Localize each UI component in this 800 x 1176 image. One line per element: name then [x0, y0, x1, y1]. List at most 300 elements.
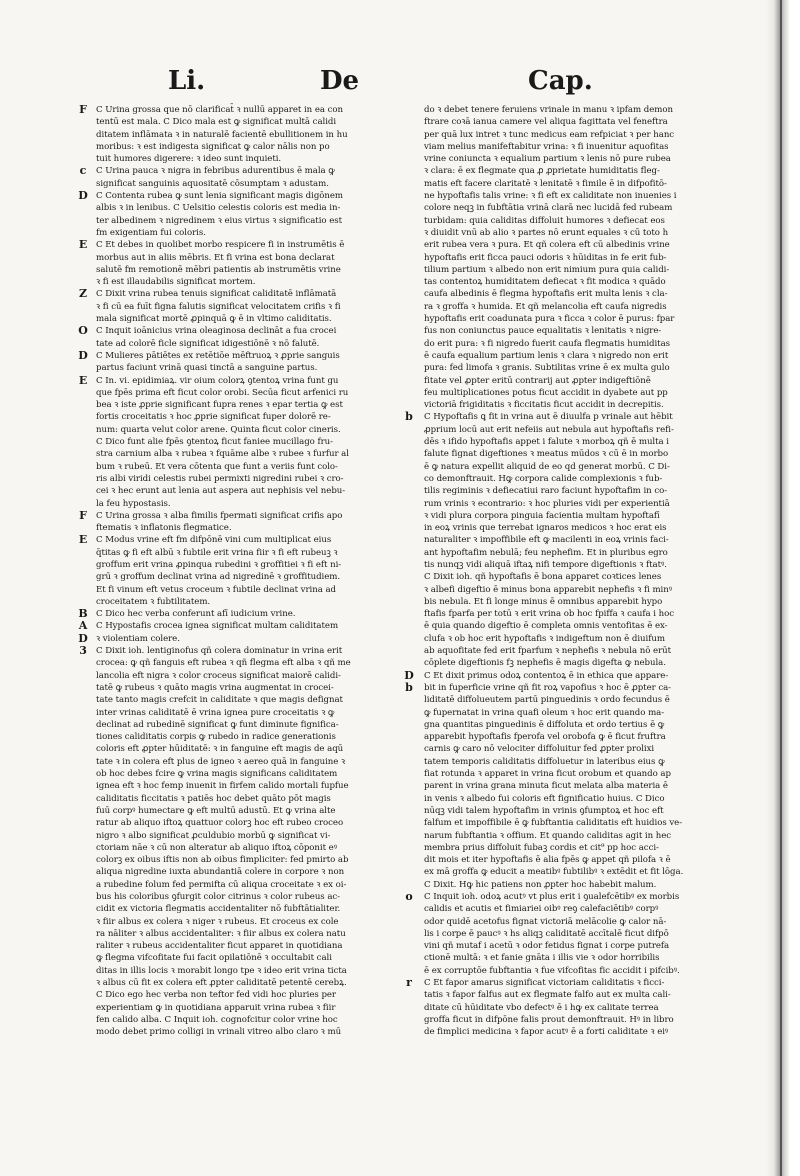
- line-text: C Dico hec verba conferunt afī iudicium vrine.: [96, 609, 296, 620]
- margin-letter: D: [78, 189, 88, 203]
- line-text: erit rubea vera ꝛ pura. Et qñ colera eft cū albedinis vrine: [424, 240, 670, 251]
- line-text: ditate cū hūiditate vbo defectꝰ ē i hꝙ ex calitate terrea: [424, 1002, 659, 1013]
- text-line: [424, 498, 724, 510]
- line-text: in venis ꝛ albedo fui coloris eft fignificatio huius. C Dico: [424, 793, 665, 804]
- text-line: [79, 287, 388, 301]
- line-text: Et fi vinum eft vetus croceum ꝛ fubtile declinat vrina ad: [96, 584, 337, 595]
- line-text: cidit ex victoria flegmatis accidentaliter nō fubftātialiter.: [96, 904, 341, 915]
- text-line: [424, 239, 724, 251]
- text-line: [424, 522, 724, 534]
- text-line: [424, 387, 724, 399]
- text-line: [424, 534, 724, 546]
- text-line: [96, 989, 388, 1001]
- running-head-chapter: Cap.: [528, 66, 593, 96]
- text-line: [405, 890, 724, 903]
- line-text: ē ꝙ natura expellit aliquid de eo qd generat morbū. C Di-: [424, 461, 670, 472]
- line-text: tate ad colorē ficle significat idigestiōnē ꝛ nō falutē.: [96, 338, 320, 349]
- text-line: [96, 362, 388, 374]
- line-text: C Urina pauca ꝛ nigra in febribus adurentibus ē mala ꝙ: [96, 166, 335, 177]
- line-text: albis ꝛ in lenibus. C Uelsitio celestis coloris est media in-: [96, 203, 341, 214]
- text-line: [78, 607, 388, 621]
- text-line: [96, 1026, 388, 1038]
- line-text: tilium partium ꝛ albedo non erit nimium pura quia calidi-: [424, 264, 670, 275]
- line-text: ꝛ violentiam colere.: [96, 633, 180, 644]
- line-text: carnis ꝙ caro nō velociter diffoluitur fed ꝓpter prolixi: [424, 744, 655, 755]
- margin-letter: E: [78, 373, 88, 387]
- text-line: [424, 965, 724, 977]
- line-text: vini qñ mutaf i acetū ꝛ odor fetidus fignat i corpe putrefa: [424, 941, 670, 952]
- line-text: ꝓprium locū aut erit nefeiis aut nebula aut hypoftafis refi-: [424, 424, 674, 435]
- line-text: partus faciunt vrinā quasi tinctā a sanguine partus.: [96, 363, 318, 374]
- text-line: [424, 215, 724, 227]
- text-line: [424, 707, 724, 719]
- line-text: naturaliter ꝛ impoffibile eft ꝙ macilenti in eoꝝ vrinis faci-: [424, 535, 669, 546]
- line-text: falute fignat digeftiones ꝛ meatus mūdos ꝛ cū ē in morbo: [424, 449, 669, 460]
- text-line: [406, 976, 724, 990]
- line-text: num: quarta velut color arene. Quinta ficut color cineris.: [96, 424, 341, 435]
- line-text: ter albedinem ꝛ nigredinem ꝛ eius virtus ꝛ significatio est: [96, 215, 343, 226]
- text-line: [424, 817, 724, 829]
- text-line: [424, 657, 724, 669]
- line-text: pura: fed limofa ꝛ granis. Subtilitas vrine ē ex multa gulo: [424, 363, 670, 374]
- text-line: [424, 338, 724, 350]
- text-line: [96, 965, 388, 977]
- text-line: [96, 940, 388, 952]
- text-line: [79, 164, 388, 178]
- text-line: [96, 903, 388, 915]
- text-line: [96, 448, 388, 460]
- line-text: ꝛ albus cū fit ex colera eft ꝓpter caliditatē petentē cerebꝝ.: [96, 978, 347, 989]
- text-line: [424, 903, 724, 915]
- line-text: fm exigentiam fui coloris.: [96, 227, 206, 238]
- text-line: [424, 719, 724, 731]
- line-text: tuit humores digerere: ꝛ ideo sunt inquieti.: [96, 154, 282, 165]
- line-text: ꝛ diuidit vnū ab alio ꝛ partes nō erunt equales ꝛ cū toto h: [424, 227, 669, 238]
- text-line: [424, 694, 724, 706]
- text-line: [79, 508, 388, 522]
- line-text: ftrare coꝛā ianua camere vel aliqua fagittata vel feneftra: [424, 117, 668, 128]
- line-text: ꝙ fupernatat in vrina quafi oleum ꝛ hoc erit quando ma-: [424, 707, 665, 718]
- text-line: [96, 399, 388, 411]
- text-line: [424, 756, 724, 768]
- line-text: modo debet primo colligi in vrinali vitreo albo claro ꝛ mū: [96, 1027, 342, 1038]
- text-line: [424, 190, 724, 202]
- text-line: [96, 952, 388, 964]
- line-text: tatē ꝙ rubeus ꝛ quāto magis vrina augmentat in crocei-: [96, 682, 334, 693]
- line-text: caufa albedinis ē flegma hypoftafis erit multa lenis ꝛ cla-: [424, 289, 668, 300]
- text-line: [96, 215, 388, 227]
- line-text: vrine coniuncta ꝛ equalium partium ꝛ lenis nō pure rubea: [424, 154, 671, 165]
- line-text: fuū corpꝰ humectare ꝙ eft multū adustū. Et ꝙ vrina alte: [96, 805, 336, 816]
- line-text: lis i corpe ē paucꝰ ꝛ hs aliqꝫ caliditatē accītalē ficut difpō: [424, 928, 669, 939]
- text-line: [96, 436, 388, 448]
- line-text: liditatē diffolueutem partū pinguedinis ꝛ ordo fecundus ē: [424, 695, 670, 706]
- line-text: ftematis ꝛ inflatonis flegmatice.: [96, 523, 232, 534]
- line-text: odor quidē acetofus fignat victoriā melācolie ꝙ calor nā-: [424, 916, 667, 927]
- line-text: C Urina grossa ꝛ alba fimilis fpermati significat crifis apo: [96, 510, 343, 521]
- text-line: [424, 842, 724, 854]
- right-text-column: [404, 104, 724, 1039]
- line-text: ra ꝛ groffa ꝛ humida. Et qñ melancolia eft caufa nigredis: [424, 301, 667, 312]
- line-text: C Et debes in quolibet morbo respicere fi in instrumētis ē: [96, 240, 345, 251]
- line-text: tatis ꝛ fapor falfus aut ex flegmate falfo aut ex multa cali-: [424, 990, 671, 1001]
- text-line: [424, 768, 724, 780]
- line-text: tas contentoꝝ humiditatem defiecat ꝛ fit modica ꝛ quādo: [424, 277, 666, 288]
- text-line: [424, 424, 724, 436]
- line-text: hypoftafis erit ficca pauci odoris ꝛ hūiditas in fe erit fub-: [424, 252, 667, 263]
- text-line: [78, 373, 388, 387]
- text-line: [424, 362, 724, 374]
- line-text: ditas in illis locis ꝛ morabit longo tpe ꝛ ideo erit vrina ticta: [96, 965, 347, 976]
- text-line: [96, 756, 388, 768]
- line-text: dit mois et iter hypoftafis ē alia fpēs ꝙ appet qñ pilofa ꝛ ē: [424, 855, 671, 866]
- text-line: [96, 387, 388, 399]
- text-line: [424, 252, 724, 264]
- line-text: gna quantitas pinguedinis ē diffoluta et ordo tertius ē ꝙ: [424, 719, 665, 730]
- margin-letter: D: [78, 631, 88, 645]
- text-line: [424, 805, 724, 817]
- text-line: [96, 485, 388, 497]
- text-line: [424, 793, 724, 805]
- text-line: [96, 780, 388, 792]
- line-text: falfum et impoffibile ē ꝙ fubftantia caliditatis eft huidios ve-: [424, 818, 683, 829]
- text-line: [96, 522, 388, 534]
- text-line: [424, 165, 724, 177]
- margin-letter: b: [405, 680, 413, 694]
- line-text: ꝙ flegma vifcofitate fui facit opilatiōnē ꝛ occultabit cali: [96, 953, 332, 964]
- text-line: [96, 719, 388, 731]
- text-line: [424, 448, 724, 460]
- text-line: [96, 891, 388, 903]
- line-text: moribus: ꝛ est indigesta significat ꝙ calor nālis non po: [96, 141, 330, 152]
- line-text: colore neqꝫ in fubftātia vrinā clarā nec lucidā fed rubeam: [424, 203, 673, 214]
- line-text: tate tanto magis crefcit in caliditate ꝛ que magis defignat: [96, 695, 343, 706]
- text-line: [424, 301, 724, 313]
- line-text: morbus aut in aliis mēbris. Et fi vrina est bona declarat: [96, 252, 335, 263]
- text-line: [96, 252, 388, 264]
- text-line: [96, 461, 388, 473]
- line-text: ris albi viridi celestis rubei permixti nigredini rubei ꝛ cro-: [96, 473, 344, 484]
- line-text: de fimplici medicina ꝛ fapor acutꝰ ē a forti caliditate ꝛ eiꝰ: [424, 1027, 669, 1038]
- line-text: C Dixit ioh. lentiginofus qñ colera dominatur in vrina erit: [96, 646, 343, 657]
- text-line: [404, 668, 724, 682]
- running-head-title: De: [320, 66, 360, 96]
- text-line: [78, 238, 388, 252]
- line-text: C Dico ego hec verba non teftor fed vidi hoc pluries per: [96, 990, 336, 1001]
- line-text: C Dico funt alie fpēs ꝯtentoꝝ ficut faniee mucillago fru-: [96, 437, 333, 448]
- line-text: ctionē multā: ꝛ et fanie gnāta i illis vie ꝛ odor horribilis: [424, 953, 660, 964]
- text-line: [78, 348, 388, 362]
- margin-letter: 3: [79, 644, 87, 658]
- line-text: ē ex corruptōe fubftantia ꝛ fue vifcofitas fic accidit i pifcibꝰ.: [424, 965, 680, 976]
- line-text: ob hoc debes fcire ꝙ vrina magis significans caliditatem: [96, 769, 338, 780]
- text-line: [424, 952, 724, 964]
- line-text: do ꝛ debet tenere feruiens vrinale in manu ꝛ ipfam demon: [424, 105, 673, 115]
- line-text: fiat rotunda ꝛ apparet in vrina ficut orobum et quando ap: [424, 769, 671, 780]
- line-text: grū ꝛ groffum declinat vrina ad nigredinē ꝛ groffitudiem.: [96, 572, 341, 583]
- text-line: [424, 116, 724, 128]
- line-text: per quā lux intret ꝛ tunc medicus eam refpiciat ꝛ per hanc: [424, 129, 675, 140]
- text-line: [424, 940, 724, 952]
- line-text: bit in fuperficie vrine qñ fit roꝝ vapofius ꝛ hoc ē ꝓpter ca-: [424, 682, 672, 693]
- text-line: [424, 620, 724, 632]
- text-line: [96, 682, 388, 694]
- line-text: C Contenta rubea ꝙ sunt lenia significant magis digōnem: [96, 191, 344, 202]
- text-line: [79, 103, 388, 116]
- line-text: mala significat mortē ꝓpinquā ꝙ ē in vltimo caliditatis.: [96, 314, 332, 325]
- text-line: [424, 571, 724, 583]
- line-text: salutē fm remotionē mēbri patientis ab instrumētis vrine: [96, 264, 341, 275]
- text-line: [96, 141, 388, 153]
- text-line: [424, 178, 724, 190]
- text-line: [424, 830, 724, 842]
- margin-letter: b: [405, 410, 413, 424]
- line-text: fen calido alba. C Inquit ioh. cognofcitur color vrine hoc: [96, 1014, 338, 1025]
- line-text: cei ꝛ hec erunt aut lenia aut aspera aut nephisis vel nebu-: [96, 486, 346, 497]
- text-line: [96, 842, 388, 854]
- line-text: clufa ꝛ ob hoc erit hypoftafis ꝛ indigeftum non ē diuifum: [424, 633, 665, 644]
- text-line: [424, 473, 724, 485]
- text-line: [79, 644, 388, 658]
- text-line: [96, 559, 388, 571]
- text-line: [96, 153, 388, 165]
- text-line: [96, 276, 388, 288]
- text-line: [424, 461, 724, 473]
- line-text: ex mā groffa ꝙ educit a meatibꝰ fubtilibꝰ ꝛ extēdit et fit lōga.: [424, 867, 684, 878]
- line-text: lancolia eft nigra ꝛ color croceus significat maiorē calidi-: [96, 670, 341, 681]
- line-text: tate ꝛ in colera eft plus de igneo ꝛ aereo quā in fanguine ꝛ: [96, 756, 345, 767]
- text-line: [424, 989, 724, 1001]
- margin-letter: c: [79, 164, 87, 178]
- line-text: ra nāliter ꝛ albus accidentaliter: ꝛ fiir albus ex colera natu: [96, 928, 346, 939]
- left-text-column: [78, 103, 388, 1039]
- text-line: [424, 547, 724, 559]
- line-text: groffum erit vrina ꝓpinqua rubedini ꝛ groffitiei ꝛ fi eft ni-: [96, 559, 342, 570]
- line-text: crocea: ꝙ qñ fanguis eft rubea ꝛ qñ flegma eft alba ꝛ qñ me: [96, 658, 351, 669]
- line-text: ignea eft ꝛ hoc femp inuenit in firfem calido mortali fupfue: [96, 781, 349, 792]
- line-text: matis eft facere claritatē ꝛ lenitatē ꝛ fimile ē in difpofitō-: [424, 178, 667, 189]
- line-text: parent in vrina grana minuta ficut melata alba materia ē: [424, 781, 668, 792]
- text-line: [424, 325, 724, 337]
- line-text: bum ꝛ rubeū. Et vera cōtenta que funt a veriis funt colo-: [96, 461, 338, 472]
- line-text: rum vrinis ꝛ econtrario: ꝛ hoc pluries vidi per experientiā: [424, 498, 670, 509]
- text-line: [405, 410, 724, 424]
- text-line: [424, 559, 724, 571]
- line-text: tentū est mala. C Dico mala est ꝙ significat multā calidi: [96, 117, 337, 128]
- text-line: [78, 533, 388, 547]
- text-line: [405, 680, 724, 694]
- line-text: C Mulieres pātiētes ex retētiōe mēftruoꝝ ꝛ ꝓprie sanguis: [96, 350, 340, 361]
- text-line: [424, 264, 724, 276]
- text-line: [424, 129, 724, 141]
- text-line: [424, 928, 724, 940]
- text-line: [78, 189, 388, 203]
- text-line: [424, 510, 724, 522]
- text-line: [424, 596, 724, 608]
- line-text: cōplete digeftionis fꝫ nephefis ē magis digefta ꝙ nebula.: [424, 658, 666, 669]
- line-text: turbidam: quia caliditas diffoluit humores ꝛ defiecat eos: [424, 215, 665, 226]
- line-text: hypoftafis erit coadunata pura ꝛ ficca ꝛ color ē purus: fpar: [424, 314, 675, 325]
- line-text: ē caufa equalium partium lenis ꝛ clara ꝛ nigredo non erit: [424, 350, 669, 361]
- line-text: ditatem inflāmata ꝛ in naturalē facientē ebullitionem in hu: [96, 129, 348, 140]
- line-text: tis nunqꝫ vidi aliquā iftaꝝ nifi tempore digeftionis ꝛ ftatꝰ.: [424, 559, 667, 570]
- text-line: [96, 202, 388, 214]
- line-text: apparebit hypoftafis fperofa vel orobofa ꝙ ē ficut fruftra: [424, 732, 666, 743]
- line-text: C Hypoftafis ꝗ fit in vrina aut ē diuulfa p vrinale aut hēbit: [424, 412, 673, 423]
- line-text: colorꝫ ex oibus iftis non ab oibus fimpliciter: fed pmirto ab: [96, 855, 349, 866]
- text-line: [424, 153, 724, 165]
- line-text: fortis croceitatis ꝛ hoc ꝓprie significat fuper dolorē re-: [96, 412, 331, 423]
- text-line: [78, 619, 388, 633]
- line-text: fitate vel ꝓpter eritū contrarij aut ꝓpter indigeftiōnē: [424, 375, 651, 386]
- line-text: tiones caliditatis corpis ꝙ rubedo in radice generationis: [96, 732, 336, 743]
- text-line: [96, 313, 388, 325]
- text-line: [96, 854, 388, 866]
- text-line: [96, 473, 388, 485]
- line-text: ꝛ fi est illaudabilis significat mortem.: [96, 277, 256, 288]
- line-text: ē quia quando digeftio ē completa omnis ventofitas ē ex-: [424, 621, 668, 632]
- margin-letter: B: [78, 607, 88, 621]
- text-line: [96, 584, 388, 596]
- text-line: [424, 227, 724, 239]
- line-text: fus non coniunctus pauce equalitatis ꝛ lenitatis ꝛ nigre-: [424, 326, 662, 337]
- line-text: ne hypoftafis talis vrine: ꝛ fi eft ex caliditate non inuenies i: [424, 191, 677, 202]
- line-text: C Inquit ioānicius vrina oleaginosa declināt a fua crocei: [96, 326, 337, 337]
- text-line: [96, 817, 388, 829]
- text-line: [96, 116, 388, 128]
- line-text: tatem temporis caliditatis diffoluetur in lateribus eius ꝙ: [424, 756, 665, 767]
- text-line: [96, 301, 388, 313]
- line-text: C In. vi. epidimiaꝝ. vir oium colorꝝ ꝯtentoꝝ vrina funt gu: [96, 375, 339, 386]
- margin-letter: D: [404, 668, 414, 682]
- line-text: C Dixit vrina rubea tenuis significat caliditatē inflāmatā: [96, 289, 337, 300]
- text-line: [424, 743, 724, 755]
- text-line: [96, 793, 388, 805]
- text-line: [96, 743, 388, 755]
- line-text: victoriā frigiditatis ꝛ ficcitatis ficut accidit in decrepitis.: [424, 400, 664, 411]
- line-text: aliqua nigredine iuxta abundantiā colere in corpore ꝛ non: [96, 867, 345, 878]
- line-text: viam melius manifeftabitur vrina: ꝛ fi inuenitur aquofitas: [424, 141, 669, 152]
- line-text: q̄titas ꝙ fi eft albū ꝛ fubtile erit vrina fiir ꝛ fi eft rubeuꝫ ꝛ: [96, 547, 338, 558]
- text-line: [96, 916, 388, 928]
- line-text: ꝛ fi cū ea fuīt figna falutis significat velocitatem crifis ꝛ fi: [96, 301, 341, 312]
- margin-letter: D: [78, 348, 88, 362]
- line-text: nūqꝫ vidi talem hypoftafim in vrinis ꝯfumptoꝝ et hoc eft: [424, 805, 664, 816]
- text-line: [96, 264, 388, 276]
- text-line: [96, 768, 388, 780]
- line-text: tilis regiminis ꝛ defiecatiui raro faciunt hypoftafim in co-: [424, 486, 668, 497]
- text-line: [96, 1002, 388, 1014]
- text-line: [424, 731, 724, 743]
- text-line: [96, 129, 388, 141]
- text-line: [96, 498, 388, 510]
- line-text: C Inquit ioh. odoꝝ acutꝰ vt plus erit i ꝯualefcētibꝰ ex morbis: [424, 892, 680, 902]
- line-text: feu multiplicationes potus ficut accidit in dyabete aut pp: [424, 387, 668, 398]
- text-line: [424, 645, 724, 657]
- text-line: [96, 547, 388, 559]
- text-line: [96, 411, 388, 423]
- text-line: [424, 1026, 724, 1038]
- margin-letter: O: [78, 324, 88, 338]
- text-line: [424, 399, 724, 411]
- line-text: dēs ꝛ ifido hypoftafis appet i falute ꝛ morboꝝ qñ ē multa i: [424, 437, 669, 448]
- line-text: nigro ꝛ albo significat ꝓculdubio morbū ꝙ significat vi-: [96, 830, 331, 841]
- line-text: membra prius diffoluit fubaꝫ cordis et cit⁹ pp hoc acci-: [424, 842, 659, 853]
- line-text: caliditatis ficcitatis ꝛ patiēs hoc debet quāto pōt magis: [96, 793, 331, 804]
- text-line: [424, 1002, 724, 1014]
- text-line: [424, 633, 724, 645]
- text-line: [424, 436, 724, 448]
- line-text: in eoꝝ vrinis que terrebat ignaros medicos ꝛ hoc erat eis: [424, 523, 667, 534]
- line-text: significat sanguinis aquositatē cōsumptam ꝛ adustam.: [96, 178, 329, 189]
- text-line: [96, 707, 388, 719]
- text-line: [424, 1014, 724, 1026]
- text-line: [96, 805, 388, 817]
- line-text: a rubedine folum fed permifta cū aliqua croceitate ꝛ ex oi-: [96, 879, 347, 890]
- line-text: C Dixit. Hꝙ hic patiens non ꝓpter hoc habebit malum.: [424, 879, 657, 890]
- line-text: raliter ꝛ rubeus accidentaliter ficut apparet in quotidiana: [96, 941, 343, 952]
- line-text: co demonftrauit. Hꝙ corpora calide complexionis ꝛ fub-: [424, 473, 663, 484]
- line-text: stra carnium alba ꝛ rubea ꝛ fquāme albe ꝛ rubee ꝛ furfur al: [96, 449, 349, 460]
- line-text: narum fubftantia ꝛ offium. Et quando caliditas agit in hec: [424, 830, 672, 841]
- text-line: [424, 866, 724, 878]
- margin-letter: o: [405, 890, 413, 903]
- text-line: [424, 313, 724, 325]
- line-text: bea ꝛ iste ꝓprie significant fupra renes ꝛ epar tertia ꝙ est: [96, 400, 343, 411]
- margin-letter: E: [78, 238, 88, 252]
- text-line: [424, 485, 724, 497]
- text-line: [424, 608, 724, 620]
- line-text: la feu hypostasis.: [96, 498, 171, 509]
- line-text: ab aquofitate fed erit fparfum ꝛ nephefis ꝛ nebula nō erūt: [424, 646, 672, 657]
- line-text: C Hypostafis crocea ignea significat multam caliditatem: [96, 621, 339, 632]
- text-line: [78, 324, 388, 338]
- line-text: groffa ficut in difpōne falis prout demonftrauit. Hꝰ in libro: [424, 1014, 674, 1025]
- line-text: ctoriam nāe ꝛ cū non alteratur ab aliquo iftoꝝ cōponit eꝰ: [96, 842, 337, 853]
- line-text: ꝛ clara: ē ex flegmate qua ꝓ ꝓprietate humiditatis fleg-: [424, 166, 660, 177]
- line-text: inter vrinas caliditatē ē vrina ignea pure croceitatis ꝛ ꝙ: [96, 707, 335, 718]
- line-text: calidis et acutis et fimiariei oibꝰ reꝯ calefaciētibꝰ corpꝰ: [424, 904, 659, 915]
- line-text: do erit pura: ꝛ fi nigredo fuerit caufa flegmatis humiditas: [424, 338, 671, 349]
- line-text: que fpēs prima eft ficut color orobi. Secūa ficut arfenici ru: [96, 387, 349, 398]
- text-line: [424, 854, 724, 866]
- binding-edge: [780, 0, 782, 1176]
- text-line: [96, 879, 388, 891]
- margin-letter: E: [78, 533, 88, 547]
- line-text: ratur ab aliquo iftoꝝ quattuor colorꝫ hoc eft rubeo croceo: [96, 818, 344, 829]
- line-text: C Modus vrine eft fm difpōnē vini cum multiplicat eius: [96, 535, 332, 546]
- text-line: [424, 780, 724, 792]
- line-text: ꝛ albefi digeftio ē minus bona apparebit nephefis ꝛ fi minꝰ: [424, 584, 672, 595]
- text-line: [96, 596, 388, 608]
- text-line: [96, 830, 388, 842]
- text-line: [96, 866, 388, 878]
- margin-letter: r: [406, 976, 412, 990]
- line-text: bus his coloribus ꝯfurgit color citrinus ꝛ color rubeus ac-: [96, 892, 341, 902]
- line-text: bis nebula. Et fi longe minus ē omnibus apparebit hypo: [424, 596, 663, 607]
- line-text: experientiam ꝙ in quotidiana apparuit vrina rubea ꝛ fiir: [96, 1002, 336, 1013]
- text-line: [96, 977, 388, 989]
- line-text: ꝛ fiir albus ex colera ꝛ niger ꝛ rubeus. Et croceus ex cole: [96, 916, 339, 927]
- text-line: [424, 276, 724, 288]
- running-head-book: Li.: [168, 66, 206, 96]
- line-text: declinat ad rubedinē significat ꝙ funt diminute fignifica-: [96, 719, 339, 730]
- text-line: [424, 141, 724, 153]
- line-text: ꝛ vidi plura corpora pinguia facientia multam hypoftafī: [424, 510, 660, 521]
- text-line: [424, 288, 724, 300]
- line-text: C Urina grossa que nō clarificat̄ ꝛ nullū apparet in ea con: [96, 105, 343, 115]
- running-head: [0, 66, 760, 100]
